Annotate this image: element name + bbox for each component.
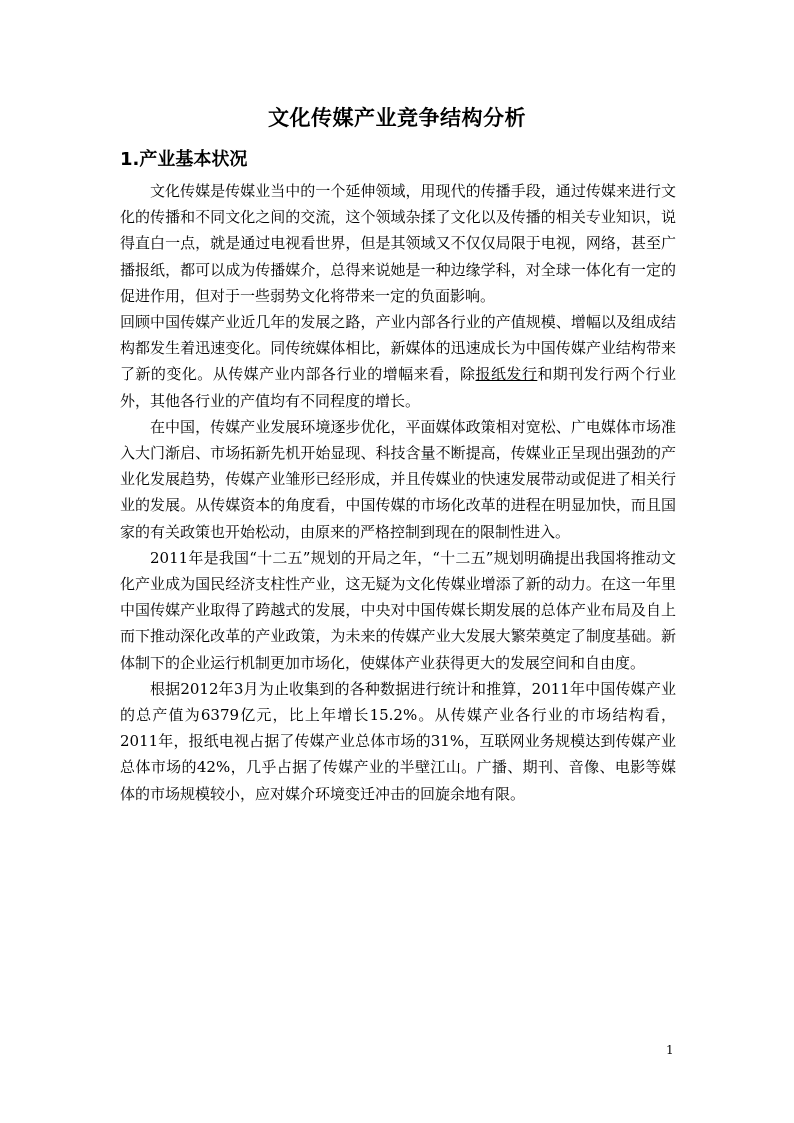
paragraph-2-text-before: 回顾中国传媒产业近几年的发展之路，产业内部各行业的产值规模、增幅以及组成结构都发生着迅速变化。同传统媒体相比，新媒体的迅速成长为中国传媒产业结构带来了新的变化。从传媒产业内部各行业的增幅来看，除 — [120, 313, 676, 384]
paragraph-3: 在中国，传媒产业发展环境逐步优化，平面媒体政策相对宽松、广电媒体市场准入大门渐启、市场拓新先机开始显现、科技含量不断提高，传媒业正呈现出强劲的产业化发展趋势，传媒产业雏形已经形成，并且传媒业的快速发展带动或促进了相关行业的发展。从传媒资本的角度看，中国传媒的市场化改革的进程在明显加快，而且国家的有关政策也开始松动，由原来的严格控制到现在的限制性进入。 — [120, 417, 676, 541]
paragraph-2 — [120, 309, 676, 414]
newspaper-distribution-link[interactable]: 报纸发行 — [475, 365, 538, 384]
paragraph-2-text-after: 和期刊发行两个行业外，其他各行业的产值均有不同程度的增长。 — [120, 365, 676, 410]
paragraph-1: 文化传媒是传媒业当中的一个延伸领域，用现代的传播手段，通过传媒来进行文化的传播和不同文化之间的交流，这个领域杂揉了文化以及传播的相关专业知识，说得直白一点，就是通过电视看世界，但是其领域又不仅仅局限于电视，网络，甚至广播报纸，都可以成为传播媒介，总得来说她是一种边缘学科，对全球一体化有一定的促进作用，但对于一些弱势文化将带来一定的负面影响。 — [120, 182, 676, 305]
document-title: 文化传媒产业竞争结构分析 — [268, 106, 526, 130]
paragraph-4: 2011年是我国“十二五”规划的开局之年，“十二五”规划明确提出我国将推动文化产业成为国民经济支柱性产业，这无疑为文化传媒业增添了新的动力。在这一年里中国传媒产业取得了跨越式的发展，中央对中国传媒长期发展的总体产业布局及自上而下推动深化改革的产业政策，为未来的传媒产业大发展大繁荣奠定了制度基础。新体制下的企业运行机制更加市场化，使媒体产业获得更大的发展空间和自由度。 — [120, 548, 676, 672]
paragraph-5: 根据2012年3月为止收集到的各种数据进行统计和推算，2011年中国传媒产业的总产值为6379亿元，比上年增长15.2%。从传媒产业各行业的市场结构看，2011年，报纸电视占据了传媒产业总体市场的31%，互联网业务规模达到传媒产业总体市场的42%，几乎占据了传媒产业的半壁江山。广播、期刊、音像、电影等媒体的市场规模较小，应对媒介环境变迁冲击的回旋余地有限。 — [120, 679, 676, 803]
document-body — [120, 178, 676, 807]
page-number: 1 — [666, 1043, 674, 1057]
section-heading: 1.产业基本状况 — [120, 149, 248, 170]
